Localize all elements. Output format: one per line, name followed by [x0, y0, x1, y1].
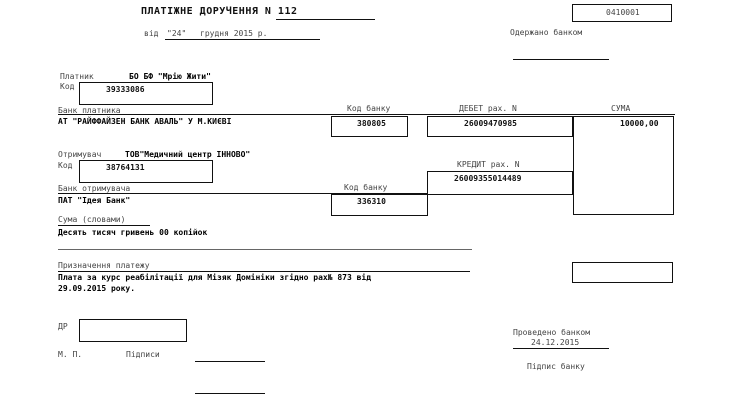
- payer-bank-label: Банк платника: [58, 106, 121, 115]
- payer-code-label: Код: [60, 82, 75, 91]
- document-title: ПЛАТІЖНЕ ДОРУЧЕННЯ N 112: [141, 6, 298, 17]
- signature-line-2: [195, 393, 265, 394]
- payer-code: 39333086: [106, 85, 145, 94]
- credit-label: КРЕДИТ рах. N: [457, 160, 520, 169]
- payer-bank-line: [58, 114, 675, 115]
- recipient-bank-code-label: Код банку: [344, 183, 388, 192]
- recipient-code-label: Код: [58, 161, 73, 170]
- processed-date: 24.12.2015: [531, 338, 580, 347]
- purpose-line: [58, 271, 470, 272]
- credit-account: 26009355014489: [454, 174, 522, 183]
- payer-label: Платник: [60, 72, 94, 81]
- recipient-bank-code: 336310: [357, 197, 386, 206]
- signatures-label: Підписи: [126, 350, 160, 359]
- received-by-bank-line: [513, 59, 609, 60]
- processed-date-line: [513, 348, 609, 349]
- signature-line-1: [195, 361, 265, 362]
- bank-signature-label: Підпис банку: [527, 362, 585, 371]
- sum-box: [573, 116, 674, 215]
- purpose-side-box: [572, 262, 673, 283]
- recipient-label: Отримувач: [58, 150, 102, 159]
- title-underline: [276, 19, 375, 20]
- sum-value: 10000,00: [620, 119, 659, 128]
- amount-words-label: Сума (словами): [58, 215, 126, 224]
- form-code: 0410001: [606, 8, 640, 17]
- recipient-bank-name: ПАТ "Ідея Банк": [58, 196, 131, 205]
- processed-by-bank-label: Проведено банком: [513, 328, 591, 337]
- recipient-code: 38764131: [106, 163, 145, 172]
- amount-words-value: Десять тисяч гривень 00 копійок: [58, 228, 208, 237]
- payer-bank-code: 380805: [357, 119, 386, 128]
- amount-words-line: [58, 225, 150, 226]
- payer-bank-name: АТ "РАЙФФАЙЗЕН БАНК АВАЛЬ" У М.КИЄВІ: [58, 117, 232, 126]
- sum-label: СУМА: [611, 104, 631, 113]
- purpose-line-1: Плата за курс реабілітації для Мізяк Домініки згідно рах№ 873 від: [58, 273, 372, 282]
- amount-words-separator: [58, 249, 472, 250]
- purpose-label: Призначення платежу: [58, 261, 150, 270]
- date-rest: грудня 2015 р.: [200, 29, 268, 38]
- date-underline: [165, 39, 320, 40]
- mp-label: М. П.: [58, 350, 83, 359]
- recipient-name: ТОВ"Медичний центр ІННОВО": [125, 150, 251, 159]
- date-prefix: від: [144, 29, 159, 38]
- debit-account: 26009470985: [464, 119, 517, 128]
- purpose-line-2: 29.09.2015 року.: [58, 284, 136, 293]
- recipient-code-box: [79, 160, 213, 183]
- payer-name: БО БФ "Мрію Жити": [129, 72, 211, 81]
- date-day: "24": [167, 29, 187, 38]
- payer-code-box: [79, 82, 213, 105]
- received-by-bank-label: Одержано банком: [510, 28, 583, 37]
- recipient-bank-label: Банк отримувача: [58, 184, 131, 193]
- payer-bank-code-label: Код банку: [347, 104, 391, 113]
- dr-label: ДР: [58, 322, 68, 331]
- dr-box: [79, 319, 187, 342]
- debit-label: ДЕБЕТ рах. N: [459, 104, 517, 113]
